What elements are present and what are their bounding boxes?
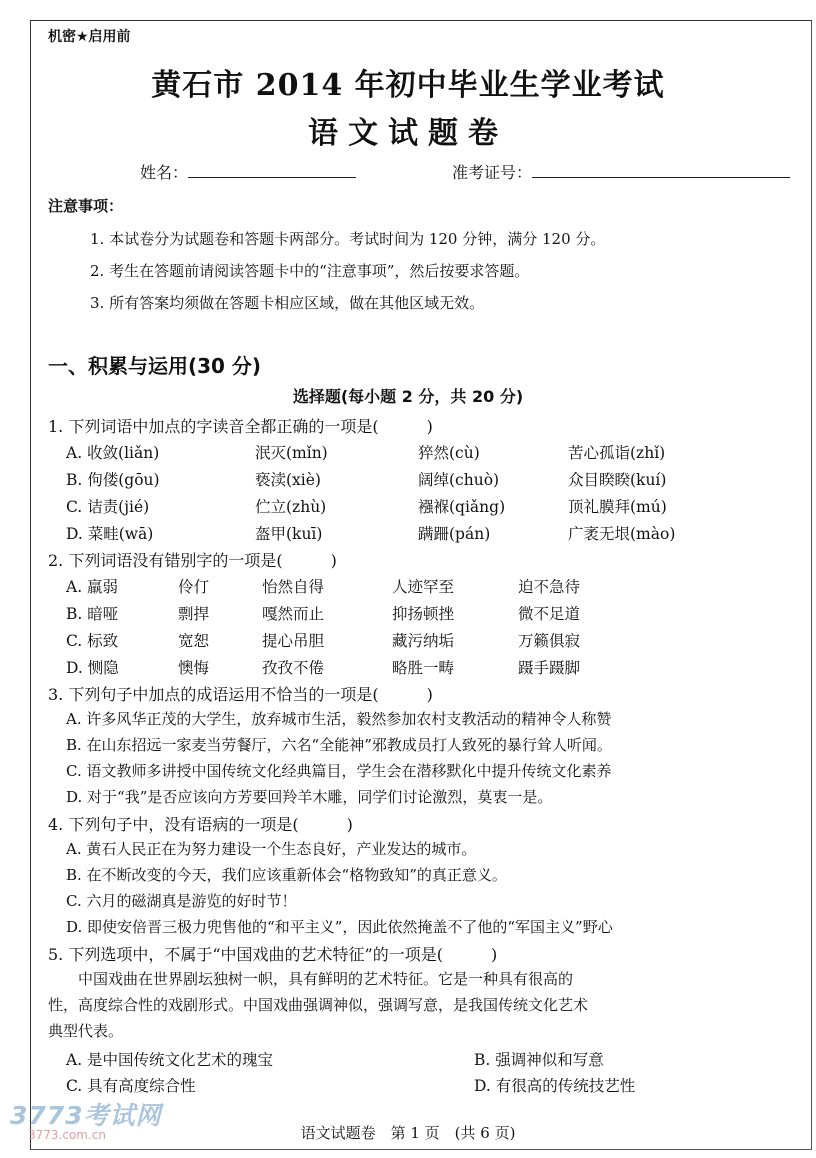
q2-option: 抑扬顿挫: [392, 605, 455, 623]
q1-option: 襁褓(qiǎng): [418, 498, 506, 516]
q5-option: D. 有很高的传统技艺性: [474, 1077, 636, 1095]
q5-option: A. 是中国传统文化艺术的瑰宝: [66, 1051, 274, 1069]
q2-option: 蹑手蹑脚: [518, 659, 581, 677]
q2-option: 嘎然而止: [262, 605, 325, 623]
q2-option: A. 羸弱: [66, 578, 119, 596]
note-item: 3. 所有答案均须做在答题卡相应区域，做在其他区域无效。: [90, 294, 485, 312]
q4-option: B. 在不断改变的今天，我们应该重新体会“格物致知”的真正意义。: [66, 866, 507, 884]
q2-option: 怡然自得: [262, 578, 325, 596]
note-item: 2. 考生在答题前请阅读答题卡中的“注意事项”，然后按要求答题。: [90, 262, 530, 280]
q2-option: 人迹罕至: [392, 578, 455, 596]
q2-option: 懊悔: [178, 659, 210, 677]
page-footer: 语文试题卷 第 1 页 (共 6 页): [300, 1124, 516, 1142]
name-field: [140, 160, 356, 183]
id-blank: [532, 163, 790, 178]
q3-option: B. 在山东招远一家麦当劳餐厅，六名“全能神”邪教成员打人致死的暴行耸人听闻。: [66, 736, 612, 754]
q4-option: A. 黄石人民正在为努力建设一个生态良好，产业发达的城市。: [66, 840, 477, 858]
section-heading: 一、积累与运用(30 分): [48, 354, 262, 378]
q2-option: 藏污纳垢: [392, 632, 455, 650]
q2-option: 微不足道: [518, 605, 581, 623]
q3-option: C. 语文教师多讲授中国传统文化经典篇目，学生会在潜移默化中提升传统文化素养: [66, 762, 612, 780]
q2-option: D. 恻隐: [66, 659, 119, 677]
watermark-url: 3773.com.cn: [28, 1128, 106, 1142]
q4-option: D. 即使安倍晋三极力兜售他的“和平主义”，因此依然掩盖不了他的“军国主义”野心: [66, 918, 613, 936]
q2-option: 迫不急待: [518, 578, 581, 596]
id-field: [452, 160, 790, 183]
question-4-stem: 4. 下列句子中，没有语病的一项是( ): [48, 815, 353, 834]
note-item: 1. 本试卷分为试题卷和答题卡两部分。考试时间为 120 分钟，满分 120 分。: [90, 230, 606, 248]
q5-option: C. 具有高度综合性: [66, 1077, 196, 1095]
q1-option: 广袤无垠(mào): [568, 525, 676, 543]
q2-option: 略胜一畴: [392, 659, 455, 677]
question-1-stem: 1. 下列词语中加点的字读音全都正确的一项是( ): [48, 417, 433, 436]
exam-subtitle: 语文试题卷: [308, 116, 508, 151]
q5-passage-line: 性，高度综合性的戏剧形式。中国戏曲强调神似，强调写意，是我国传统文化艺术: [48, 996, 589, 1014]
q1-option: 众目睽睽(kuí): [568, 471, 667, 489]
name-blank: [188, 163, 356, 178]
confidential-label: 机密★启用前: [48, 29, 131, 45]
q5-passage-line: 典型代表。: [48, 1022, 124, 1040]
q1-option: 泯灭(mǐn): [255, 444, 328, 462]
question-5-stem: 5. 下列选项中，不属于“中国戏曲的艺术特征”的一项是( ): [48, 945, 498, 964]
q1-option: 蹒跚(pán): [418, 525, 491, 543]
q1-option: 阔绰(chuò): [418, 471, 500, 489]
q1-option: C. 诘责(jié): [66, 498, 150, 516]
q5-passage-line: 中国戏曲在世界剧坛独树一帜，具有鲜明的艺术特征。它是一种具有很高的: [48, 970, 574, 988]
q2-option: 万籁俱寂: [518, 632, 581, 650]
notes-heading: 注意事项：: [48, 197, 124, 215]
q2-option: 伶仃: [178, 578, 210, 596]
watermark-logo: 3773考试网: [10, 1101, 162, 1130]
id-label: 准考证号：: [452, 163, 533, 182]
q2-option: 剽捍: [178, 605, 210, 623]
q3-option: D. 对于“我”是否应该向方芳要回羚羊木雕，同学们讨论激烈，莫衷一是。: [66, 788, 553, 806]
q1-option: 亵渎(xiè): [255, 471, 321, 489]
q1-option: 苦心孤诣(zhǐ): [568, 444, 666, 462]
q1-option: D. 菜畦(wā): [66, 525, 154, 543]
q1-option: B. 佝偻(gōu): [66, 471, 160, 489]
q3-option: A. 许多风华正茂的大学生，放弃城市生活，毅然参加农村支教活动的精神令人称赞: [66, 710, 612, 728]
q2-option: 宽恕: [178, 632, 210, 650]
q1-option: A. 收敛(liǎn): [66, 444, 160, 462]
q4-option: C. 六月的磁湖真是游览的好时节！: [66, 892, 297, 910]
q2-option: 提心吊胆: [262, 632, 325, 650]
section-subheading: 选择题(每小题 2 分，共 20 分): [292, 387, 524, 406]
q5-option: B. 强调神似和写意: [474, 1051, 604, 1069]
q1-option: 顶礼膜拜(mú): [568, 498, 667, 516]
q1-option: 猝然(cù): [418, 444, 480, 462]
q2-option: B. 暗哑: [66, 605, 119, 623]
q2-option: 孜孜不倦: [262, 659, 325, 677]
name-label: 姓名：: [140, 163, 189, 182]
q1-option: 盔甲(kuī): [255, 525, 323, 543]
question-3-stem: 3. 下列句子中加点的成语运用不恰当的一项是( ): [48, 685, 433, 704]
exam-title: 黄石市 2014 年初中毕业生学业考试: [151, 68, 665, 103]
q1-option: 伫立(zhù): [255, 498, 327, 516]
question-2-stem: 2. 下列词语没有错别字的一项是( ): [48, 551, 337, 570]
q2-option: C. 标致: [66, 632, 119, 650]
